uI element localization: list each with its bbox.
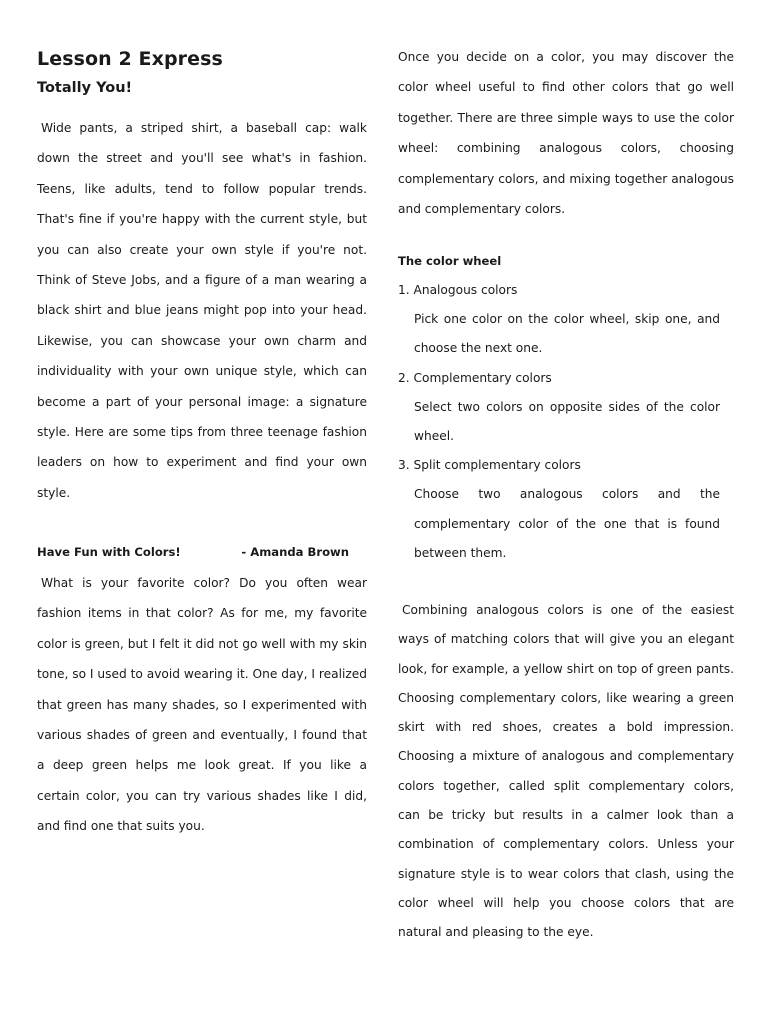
article-title: Totally You! (37, 80, 133, 96)
list-item-desc: Choose two analogous colors and the complementary color of the one that is found between them. (414, 487, 720, 560)
section-author: - Amanda Brown (241, 545, 349, 559)
lesson-title: Lesson 2 Express (37, 48, 223, 70)
list-item-desc: Pick one color on the color wheel, skip one, and choose the next one. (414, 312, 720, 356)
color-wheel-intro: Once you decide on a color, you may discover the color wheel useful to find other colors that go well together. There are three simple ways to use the color wheel: combining analogous colors, choosing complementary colors, and mixing together analogous and complementary colors. (398, 50, 734, 217)
list-item (398, 451, 720, 568)
list-item-desc: Select two colors on opposite sides of the color wheel. (414, 399, 720, 444)
color-wheel-title: The color wheel (398, 254, 502, 268)
list-item-title: 2. Complementary colors (398, 370, 552, 385)
list-item (398, 276, 720, 364)
closing-paragraph: Combining analogous colors is one of the easiest ways of matching colors that will give you an elegant look, for example, a yellow shirt on top of green pants. Choosing complementary colors, like wearing a green skirt with red shoes, creates a bold impression. Choosing a mixture of analogous and complementary colors together, called split complementary colors, can be tricky but results in a calmer look than a combination of complementary colors. Unless your signature style is to wear colors that clash, using the color wheel will help you choose colors that are natural and pleasing to the eye. (398, 603, 734, 940)
section-title: Have Fun with Colors! (37, 545, 181, 559)
color-wheel-heading (398, 254, 734, 268)
section-heading (37, 545, 349, 559)
list-item-title: 1. Analogous colors (398, 283, 518, 297)
intro-paragraph: Wide pants, a striped shirt, a baseball cap: walk down the street and you'll see what's in fashion. Teens, like adults, tend to follow popular trends. That's fine if you're happy with the current style, but you can also create your own style if you're not. Think of Steve Jobs, and a figure of a man wearing a black shirt and blue jeans might pop into your head. Likewise, you can showcase your own charm and individuality with your own unique style, which can become a part of your personal image: a signature style. Here are some tips from three teenage fashion leaders on how to experiment and find your own style. (37, 121, 367, 500)
list-item (398, 364, 720, 452)
list-item-title: 3. Split complementary colors (398, 458, 581, 473)
section-body: What is your favorite color? Do you often wear fashion items in that color? As for me, my favorite color is green, but I felt it did not go well with my skin tone, so I used to avoid wearing it. One day, I realized that green has many shades, so I experimented with various shades of green and eventually, I found that a deep green helps me look great. If you like a certain color, you can try various shades like I did, and find one that suits you. (37, 576, 367, 834)
color-wheel-list (398, 276, 720, 568)
